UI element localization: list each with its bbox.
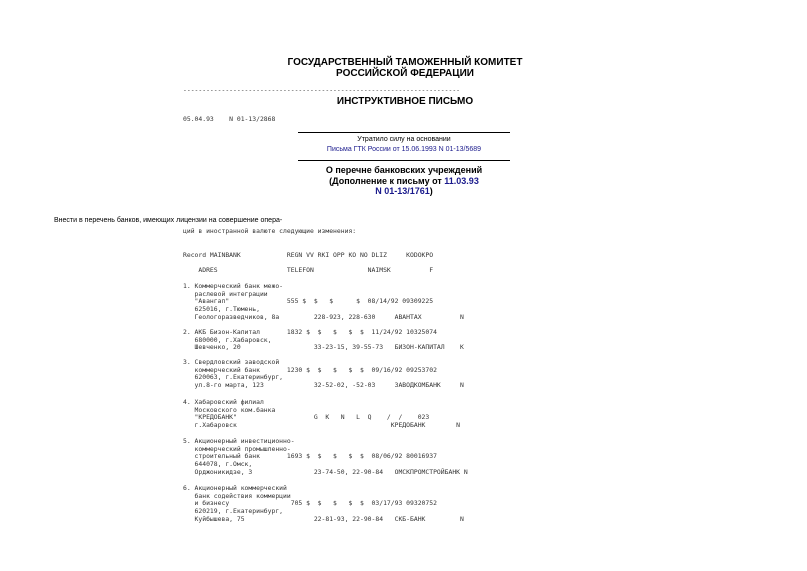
row-line: "КРЕДОБАНК" G K N L Q / / 023	[183, 413, 430, 422]
status-bottom-rule	[298, 160, 510, 161]
table-header-row1: Record MAINBANK REGN VV RKI OPP KO NO DLIZ KODOKPO	[183, 251, 434, 259]
row-line: раслевой интеграции	[183, 289, 268, 298]
committee-title-line2: РОССИЙСКОЙ ФЕДЕРАЦИИ	[336, 68, 474, 79]
table-row	[183, 282, 513, 326]
subject-line3	[290, 186, 518, 196]
status-text: Утратило силу на основании	[357, 136, 451, 143]
document-type: ИНСТРУКТИВНОЕ ПИСЬМО	[336, 96, 474, 107]
intro-line1: Внести в перечень банков, имеющих лицензии на совершение опера-	[54, 217, 283, 224]
row-line: 5. Акционерный инвестиционно-	[183, 437, 295, 445]
intro-line2: ций в иностранной валюте следующие изменения:	[183, 227, 357, 235]
status-top-rule	[298, 132, 510, 133]
row-line: 625016, г.Тюмень,	[183, 305, 260, 314]
row-line: Куйбышева, 75 22-81-93, 22-90-84 СКБ-БАНК N	[183, 514, 464, 523]
row-line: "Авангап" 555 $ $ $ $ 08/14/92 09309225	[183, 297, 434, 306]
row-line: и бизнесу 705 $ $ $ $ $ 03/17/93 09320752	[183, 499, 437, 508]
row-line: строительный банк 1693 $ $ $ $ $ 08/06/92 80016937	[183, 452, 437, 461]
date-number: 05.04.93 N 01-13/2868	[183, 115, 276, 123]
row-line: 4. Хабаровский филиал	[183, 398, 264, 406]
subject-line2	[290, 176, 518, 186]
row-line: ул.8-го марта, 123 32-52-02, -52-03 ЗАВОДКОМБАНК N	[183, 381, 464, 390]
status-link[interactable]: Письма ГТК России от 15.06.1993 N 01-13/5689	[326, 146, 482, 153]
subject-date-link[interactable]: 11.03.93	[444, 176, 479, 186]
row-line: коммерческий банк 1230 $ $ $ $ $ 09/16/92 09253702	[183, 365, 437, 374]
table-header-row2: ADRES TELEFON NAIMSK F	[183, 266, 434, 274]
table-row	[183, 484, 513, 528]
table-row	[183, 358, 513, 402]
subject-number-link[interactable]: N 01-13/1761	[375, 186, 430, 196]
row-line: 620219, г.Екатеринбург,	[183, 507, 284, 516]
row-line: 644078, г.Омск,	[183, 460, 253, 469]
row-line: 620063, г.Екатеринбург,	[183, 373, 284, 382]
subject-line2-prefix: (Дополнение к письму от	[329, 176, 445, 186]
row-line: г.Хабаровск КРЕДОБАНК N	[183, 421, 461, 430]
row-line: 1. Коммерческий банк межо-	[183, 282, 284, 290]
table-row	[183, 437, 513, 481]
row-line: 680000, г.Хабаровск,	[183, 335, 272, 344]
row-line: коммерческий промышленно-	[183, 444, 291, 453]
row-line: 6. Акционерный коммерческий	[183, 484, 287, 492]
subject-line3-suffix: )	[429, 186, 433, 196]
committee-title-line1: ГОСУДАРСТВЕННЫЙ ТАМОЖЕННЫЙ КОМИТЕТ	[287, 57, 523, 68]
subject-line1: О перечне банковских учреждений	[325, 165, 483, 175]
row-line: Шевченко, 20 33-23-15, 39-55-73 БИЗОН-КАПИТАЛ К	[183, 343, 464, 352]
row-line: 3. Свердловский заводской	[183, 358, 280, 366]
dash-separator: ------------------------------------------------------------------------	[183, 86, 461, 94]
row-line: Геологоразведчиков, 8а 228-923, 228-630 АВАНТАХ N	[183, 312, 464, 321]
table-row	[183, 398, 513, 442]
row-line: банк содействия коммерции	[183, 491, 291, 500]
row-line: 2. АКБ Бизон-Капитал 1832 $ $ $ $ $ 11/24/92 10325074	[183, 328, 437, 336]
row-line: Орджоникидзе, 3 23-74-50, 22-90-84 ОМСКПРОМСТРОЙБАНК N	[183, 467, 468, 476]
row-line: Московского ком.банка	[183, 405, 276, 414]
